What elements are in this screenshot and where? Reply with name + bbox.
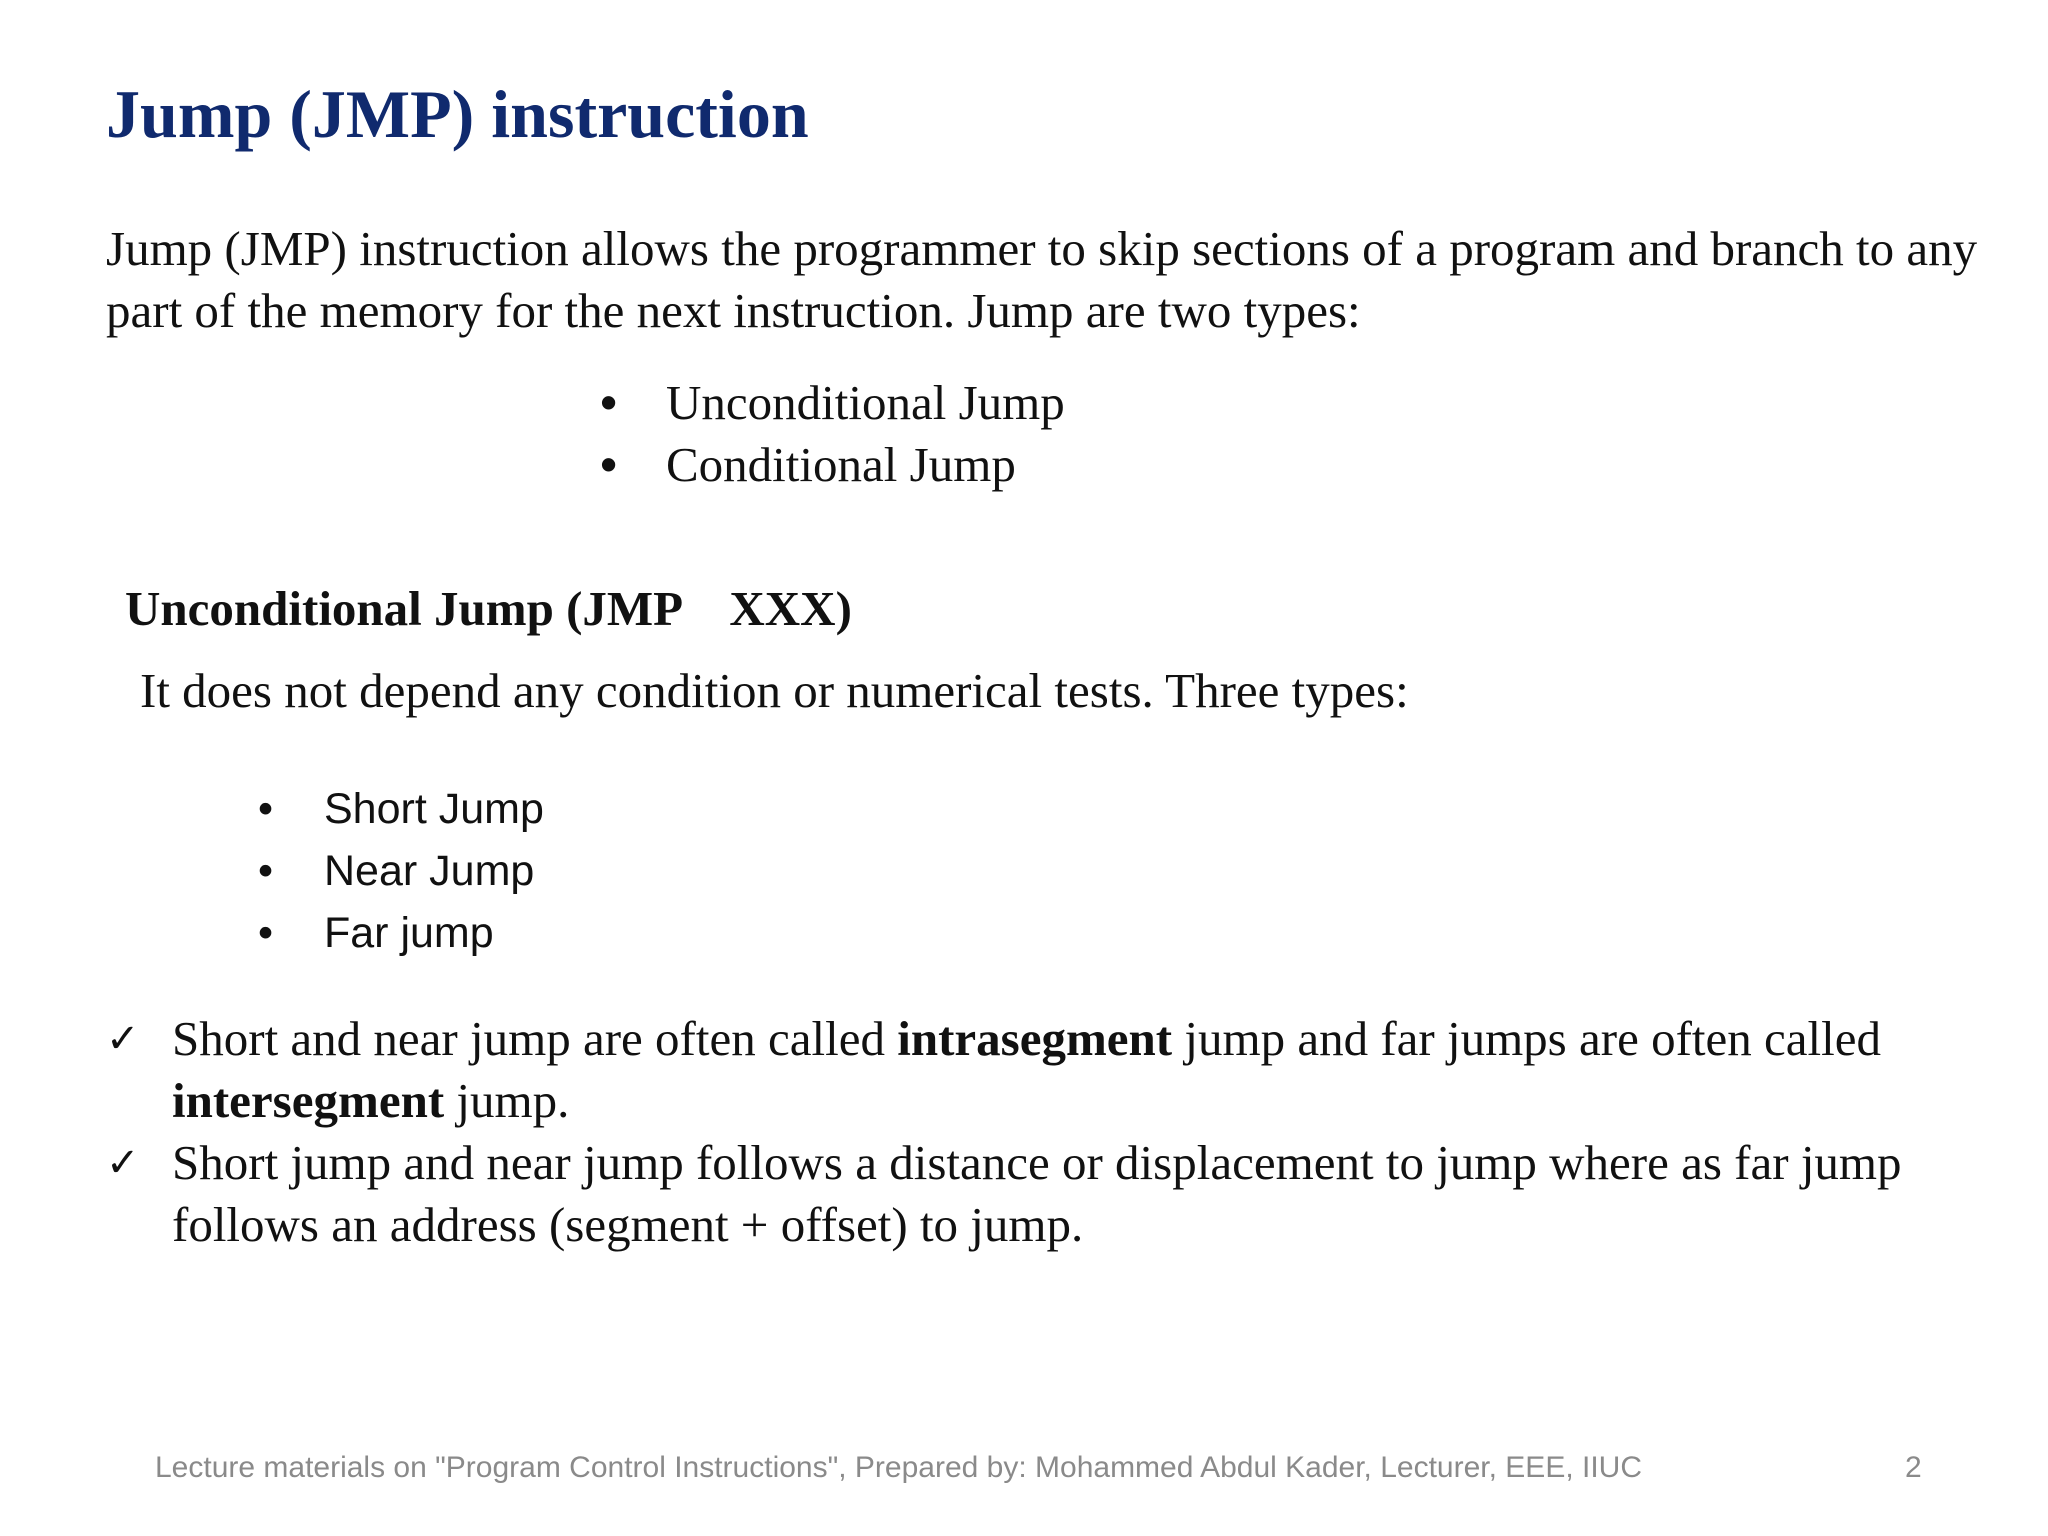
checklist-item xyxy=(106,1008,2006,1132)
list-item xyxy=(258,840,544,902)
page-number: 2 xyxy=(1905,1451,1922,1484)
bullet-icon: • xyxy=(600,376,618,430)
list-item-label: Short Jump xyxy=(324,785,544,833)
slide-title: Jump (JMP) instruction xyxy=(106,76,809,152)
list-item xyxy=(600,434,1065,496)
bold-term: intrasegment xyxy=(897,1011,1173,1066)
footer-text: Lecture materials on "Program Control Instructions", Prepared by: Mohammed Abdul Kader, Lecturer, EEE, IIUC xyxy=(155,1451,1642,1484)
section-heading: Unconditional Jump (JMP XXX) xyxy=(125,581,852,636)
note-text: Short and near jump are often called intrasegment jump and far jumps are often called intersegment jump. xyxy=(172,1011,1881,1128)
bullet-icon: • xyxy=(600,438,618,492)
list-item xyxy=(258,902,544,964)
list-item-label: Far jump xyxy=(324,909,494,957)
list-item xyxy=(600,372,1065,434)
list-item-label: Conditional Jump xyxy=(666,437,1016,492)
bullet-icon: • xyxy=(258,909,274,957)
checkmark-icon: ✓ xyxy=(106,1016,140,1062)
unconditional-types-list xyxy=(258,778,544,964)
list-item xyxy=(258,778,544,840)
notes-checklist xyxy=(106,1008,2006,1256)
intro-paragraph: Jump (JMP) instruction allows the programmer to skip sections of a program and branch to any part of the memory for the next instruction. Jump are two types: xyxy=(106,221,1978,338)
note-text: Short jump and near jump follows a distance or displacement to jump where as far jump follows an address (segment + offset) to jump. xyxy=(172,1135,1902,1252)
section-description: It does not depend any condition or numerical tests. Three types: xyxy=(140,663,1409,718)
list-item-label: Unconditional Jump xyxy=(666,375,1065,430)
checkmark-icon: ✓ xyxy=(106,1140,140,1186)
checklist-item xyxy=(106,1132,2006,1256)
bullet-icon: • xyxy=(258,847,274,895)
list-item-label: Near Jump xyxy=(324,847,535,895)
bullet-icon: • xyxy=(258,785,274,833)
jump-types-list xyxy=(600,372,1065,496)
bold-term: intersegment xyxy=(172,1073,445,1128)
